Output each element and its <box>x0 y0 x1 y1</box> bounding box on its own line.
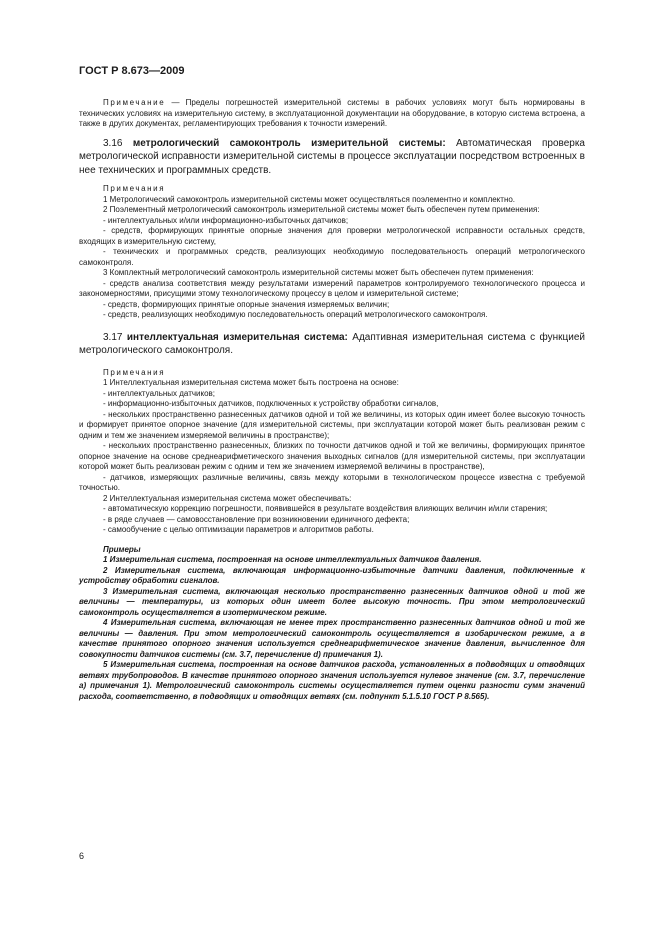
term-number: 3.16 <box>103 137 123 149</box>
note-item: 3 Комплектный метрологический самоконтроль измерительной системы может быть обеспечен путем применения: <box>103 268 534 277</box>
note-item: - автоматическую коррекцию погрешности, появившейся в результате воздействия влияющих величин и/или старения; <box>103 504 548 513</box>
examples <box>79 545 585 703</box>
note-item: - интеллектуальных и/или информационно-избыточных датчиков; <box>103 215 349 225</box>
document-header: ГОСТ Р 8.673—2009 <box>79 65 185 77</box>
note-text: — Пределы погрешностей измерительной системы в рабочих условиях могут быть нормированы в технических условиях на измерительную систему, в эксплуатационной документации на оборудование, в которую система встроена, а также в других документах, регламентирующих требования к точности измерений. <box>79 98 585 128</box>
note-item: - нескольких пространственно разнесенных датчиков одной и той же величины, из которых один имеет более высокую точность и формирует принятое опорное значение (для измерительной системы, при эксплуатации которой может быть реализован режим с одним и тем же значением измеряемой величины в пространстве); <box>79 409 585 440</box>
notes-3-16 <box>79 184 585 321</box>
term-3-16 <box>79 137 585 178</box>
example-item: 5 Измерительная система, построенная на основе датчиков расхода, установленных в подводящих и отводящих ветвях трубопроводов. В качестве принятого опорного значения используется нулевое значение (см. 3.7, перечисление а) примечания 1). Метрологический самоконтроль системы осуществляется путем оценки разности сумм значений расхода, соответственно, в подводящих и отводящих ветвях (см. подпункт 5.1.5.10 ГОСТ Р 8.565). <box>79 660 585 701</box>
examples-label: Примеры <box>103 544 141 554</box>
example-item: 3 Измерительная система, включающая несколько пространственно разнесенных датчиков одной и той же величины — температуры, из которых один имеет более высокую точность. При этом метрологический самоконтроль осуществляется в изотермическом режиме. <box>79 586 585 617</box>
note-item: - средств, формирующих принятые опорные значения измеряемых величин; <box>103 299 390 309</box>
note-top <box>79 98 585 130</box>
notes-label: Примечания <box>103 367 166 377</box>
page-number: 6 <box>79 851 85 861</box>
note-label: Примечание <box>103 98 166 107</box>
term-name: интеллектуальная измерительная система: <box>126 331 348 343</box>
note-item: - средств, формирующих принятые опорные значения для проверки метрологической исправности остальных средств, входящих в измерительную систему, <box>79 226 585 246</box>
notes-3-17 <box>79 368 585 536</box>
term-number: 3.17 <box>103 331 123 343</box>
note-item: - интеллектуальных датчиков; <box>103 388 215 398</box>
example-item: 4 Измерительная система, включающая не менее трех пространственно разнесенных датчиков одной и той же величины — давления. При этом метрологический самоконтроль осуществляется в изобарическом режиме, а в качестве принятого опорного значения используется среднеарифметическое значение давления, вычисленное для совокупности датчиков системы (см. 3.7, перечисление d) примечания 1). <box>79 618 585 659</box>
note-item: 1 Метрологический самоконтроль измерительной системы может осуществляться поэлементно и комплектно. <box>103 194 516 204</box>
note-item: - датчиков, измеряющих различные величины, связь между которыми в технологическом процессе известна с требуемой точностью. <box>79 472 585 492</box>
example-item: 2 Измерительная система, включающая информационно-избыточные датчики давления, подключенные к устройству обработки сигналов. <box>79 565 585 585</box>
term-definition: Автоматическая проверка метрологической исправности измерительной системы в процессе эксплуатации посредством встроенных в нее технических и программных средств. <box>79 137 585 176</box>
note-item: - информационно-избыточных датчиков, подключенных к устройству обработки сигналов, <box>103 399 439 408</box>
document-body <box>79 98 585 702</box>
term-3-17 <box>79 331 585 358</box>
notes-label: Примечания <box>103 184 166 193</box>
note-item: - самообучение с целью оптимизации параметров и алгоритмов работы. <box>103 525 374 534</box>
note-item: - в ряде случаев — самовосстановление при возникновении единичного дефекта; <box>103 514 410 524</box>
note-item: - средств анализа соответствия между результатами измерений параметров контролируемого технологического процесса и закономерностями, присущими этому технологическому процессу в целом и измерительной системе; <box>79 278 585 298</box>
note-item: 2 Интеллектуальная измерительная система может обеспечивать: <box>103 493 352 503</box>
term-definition: Адаптивная измерительная система с функцией метрологического самоконтроля. <box>79 331 586 356</box>
note-item: 1 Интеллектуальная измерительная система может быть построена на основе: <box>103 378 399 387</box>
example-item: 1 Измерительная система, построенная на основе интеллектуальных датчиков давления. <box>103 555 482 564</box>
note-item: - технических и программных средств, реализующих необходимую последовательность операций метрологического самоконтроля. <box>79 247 585 267</box>
term-name: метрологический самоконтроль измерительной системы: <box>132 137 446 149</box>
note-item: - средств, реализующих необходимую последовательность операций метрологического самоконтроля. <box>103 310 488 319</box>
note-item: - нескольких пространственно разнесенных, близких по точности датчиков одной и той же величины, формирующих принятое опорное значение на основе среднеарифметического значения выходных сигналов (для измерительной системы, при эксплуатации которой может быть реализован режим с одним и тем же значением измеряемой величины в пространстве), <box>79 441 585 471</box>
note-item: 2 Поэлементный метрологический самоконтроль измерительной системы может быть обеспечен путем применения: <box>103 205 540 214</box>
